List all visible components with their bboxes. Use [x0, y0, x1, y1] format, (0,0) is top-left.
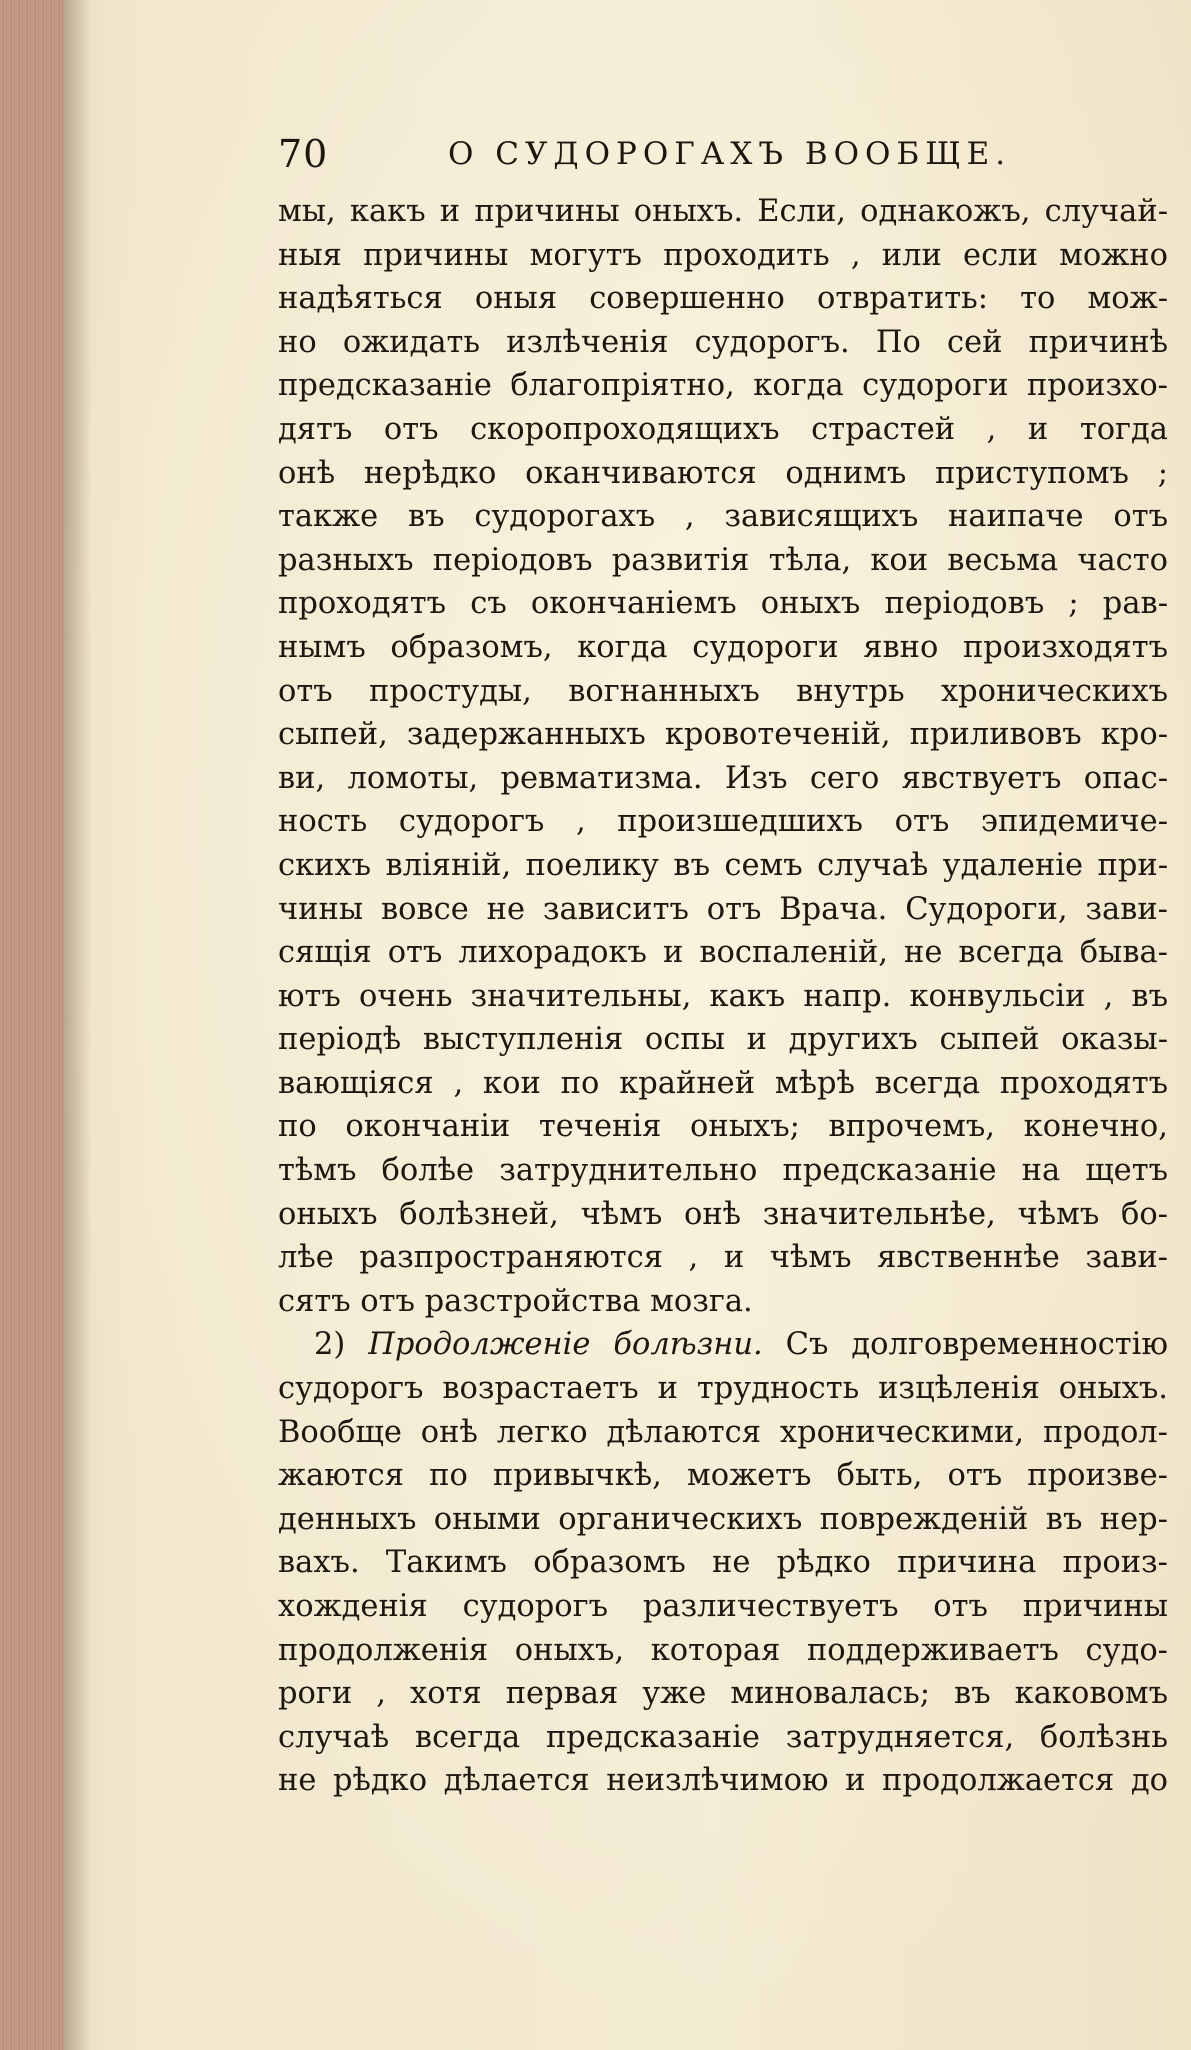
text-line: по окончаніи теченія оныхъ; впрочемъ, конечно,: [278, 1109, 1168, 1145]
text-line: не рѣдко дѣлается неизлѣчимою и продолжается до: [278, 1763, 1168, 1799]
text-line: хожденія судорогъ различествуетъ отъ причины: [278, 1589, 1168, 1624]
text-line: онѣ нерѣдко оканчиваются однимъ приступомъ ;: [278, 455, 1168, 491]
text-line: ныя причины могутъ проходить , или если можно: [278, 237, 1168, 273]
text-line: мы, какъ и причины оныхъ. Если, однакожъ, случай-: [278, 194, 1168, 229]
text-line: лѣе разпространяются , и чѣмъ явственнѣе зави-: [278, 1240, 1168, 1276]
text-line: но ожидать излѣченія судорогъ. По сей причинѣ: [278, 324, 1168, 360]
text-line: роги , хотя первая уже миновалась; въ каковомъ: [278, 1676, 1168, 1712]
section-first-line-text: Съ долговременностію: [785, 1327, 1168, 1363]
page-edge: [0, 0, 64, 2050]
text-line: ютъ очень значительны, какъ напр. конвульсіи , въ: [278, 978, 1168, 1014]
text-line: ви, ломоты, ревматизма. Изъ сего явствуетъ опас-: [278, 760, 1168, 796]
page-number: 70: [278, 132, 329, 176]
text-line: жаются по привычкѣ, можетъ быть, отъ произве-: [278, 1458, 1168, 1494]
text-line: дятъ отъ скоропроходящихъ страстей , и тогда: [278, 411, 1168, 447]
text-line: вающіяся , кои по крайней мѣрѣ всегда проходятъ: [278, 1065, 1168, 1101]
body-text: [278, 190, 1168, 1803]
text-line: проходятъ съ окончаніемъ оныхъ періодовъ ; рав-: [278, 586, 1168, 622]
running-title: О СУДОРОГАХЪ ВООБЩЕ.: [448, 136, 1012, 172]
text-line: случаѣ всегда предсказаніе затрудняется, болѣзнь: [278, 1719, 1168, 1755]
text-line: денныхъ оными органическихъ поврежденій въ нер-: [278, 1501, 1168, 1537]
text-line: продолженія оныхъ, которая поддерживаетъ судо-: [278, 1632, 1168, 1668]
section-number: 2): [314, 1327, 346, 1363]
text-line: судорогъ возрастаетъ и трудность изцѣленія оныхъ.: [278, 1371, 1168, 1407]
text-line: также въ судорогахъ , зависящихъ наипаче отъ: [278, 499, 1168, 535]
text-line: періодѣ выступленія оспы и другихъ сыпей оказы-: [278, 1022, 1168, 1058]
text-line: скихъ вліяній, поелику въ семъ случаѣ удаленіе при-: [278, 847, 1168, 883]
text-line: тѣмъ болѣе затруднительно предсказаніе на щетъ: [278, 1153, 1168, 1189]
text-line: нымъ образомъ, когда судороги явно произходятъ: [278, 629, 1168, 665]
gutter-shadow: [64, 0, 92, 2050]
text-line: сящія отъ лихорадокъ и воспаленій, не всегда быва-: [278, 935, 1168, 971]
text-line: предсказаніе благопріятно, когда судороги произхо-: [278, 368, 1168, 404]
text-line: сыпей, задержанныхъ кровотеченій, приливовъ кро-: [278, 717, 1168, 753]
text-line: ность судорогъ , произшедшихъ отъ эпидемиче-: [278, 804, 1168, 840]
text-line: отъ простуды, вогнанныхъ внутрь хроническихъ: [278, 673, 1168, 709]
text-line: разныхъ періодовъ развитія тѣла, кои весьма часто: [278, 542, 1168, 578]
text-line: сятъ отъ разстройства мозга.: [278, 1283, 753, 1319]
text-line: вахъ. Такимъ образомъ не рѣдко причина произ-: [278, 1545, 1168, 1581]
text-line: Вообще онѣ легко дѣлаются хроническими, продол-: [278, 1414, 1168, 1450]
section-first-line: [278, 1323, 1168, 1367]
running-head: [278, 128, 1012, 180]
text-line: оныхъ болѣзней, чѣмъ онѣ значительнѣе, чѣмъ бо-: [278, 1196, 1168, 1232]
text-line: чины вовсе не зависитъ отъ Врача. Судороги, зави-: [278, 891, 1168, 927]
section-heading: Продолженіе болѣзни.: [368, 1327, 763, 1363]
text-line: надѣяться оныя совершенно отвратить: то мож-: [278, 281, 1168, 317]
